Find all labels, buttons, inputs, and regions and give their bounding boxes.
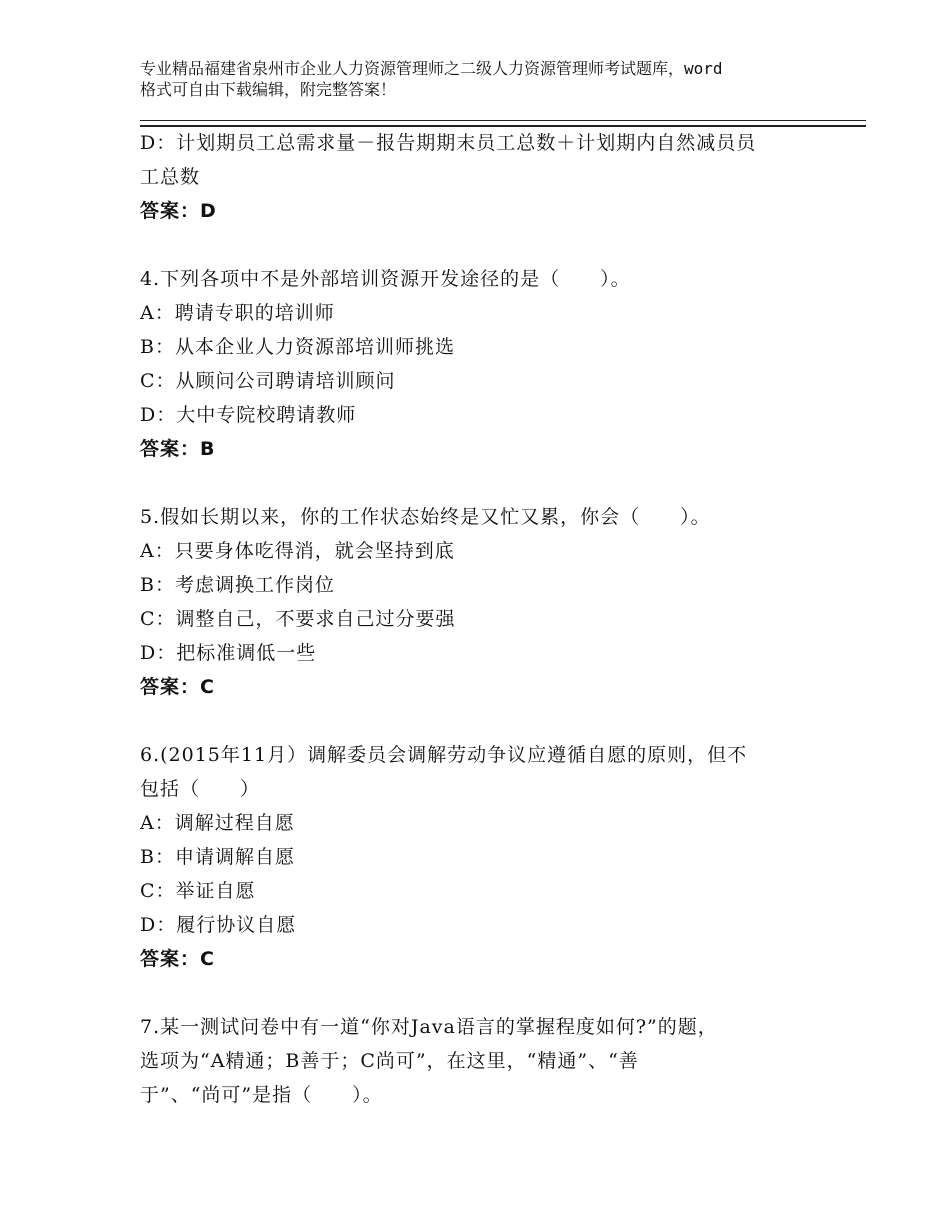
option-b: B：申请调解自愿 [140,846,295,868]
question-stem: 4.下列各项中不是外部培训资源开发途径的是（ ）。 [140,268,631,290]
option-a: A：调解过程自愿 [140,812,295,834]
option-c: C：调整自己，不要求自己过分要强 [140,608,456,630]
spacer [140,228,820,262]
spacer [140,466,820,500]
question-stem-continued: 包括（ ） [140,778,261,800]
option-a: A：只要身体吃得消，就会坚持到底 [140,540,455,562]
question-stem: 6.(2015年11月）调解委员会调解劳动争议应遵循自愿的原则，但不 [140,744,748,766]
spacer [140,704,820,738]
document-body [140,126,820,1112]
answer: 答案：D [140,200,217,222]
header-line-2: 格式可自由下载编辑，附完整答案！ [140,80,397,99]
option-c: C：从顾问公司聘请培训顾问 [140,370,396,392]
question-stem-continued: 选项为“A精通；B善于；C尚可”，在这里，“精通”、“善 [140,1050,639,1072]
option-b: B：从本企业人力资源部培训师挑选 [140,336,455,358]
question-stem-continued: 于”、“尚可”是指（ ）。 [140,1084,383,1106]
answer: 答案：B [140,438,216,460]
option-d: D：大中专院校聘请教师 [140,404,357,426]
option-c: C：举证自愿 [140,880,256,902]
document-header [140,58,830,100]
option-b: B：考虑调换工作岗位 [140,574,335,596]
option-d: D：履行协议自愿 [140,914,297,936]
option-d-continued: 工总数 [140,166,201,188]
header-rule-thin [140,120,866,121]
option-d: D：计划期员工总需求量－报告期期末员工总数＋计划期内自然减员员 [140,132,757,154]
question-stem: 5.假如长期以来，你的工作状态始终是又忙又累，你会（ ）。 [140,506,711,528]
answer: 答案：C [140,948,215,970]
header-line-1: 专业精品福建省泉州市企业人力资源管理师之二级人力资源管理师考试题库，word [140,59,723,78]
option-d: D：把标准调低一些 [140,642,317,664]
spacer [140,976,820,1010]
question-stem: 7.某一测试问卷中有一道“你对Java语言的掌握程度如何?”的题， [140,1016,718,1038]
option-a: A：聘请专职的培训师 [140,302,335,324]
answer: 答案：C [140,676,215,698]
